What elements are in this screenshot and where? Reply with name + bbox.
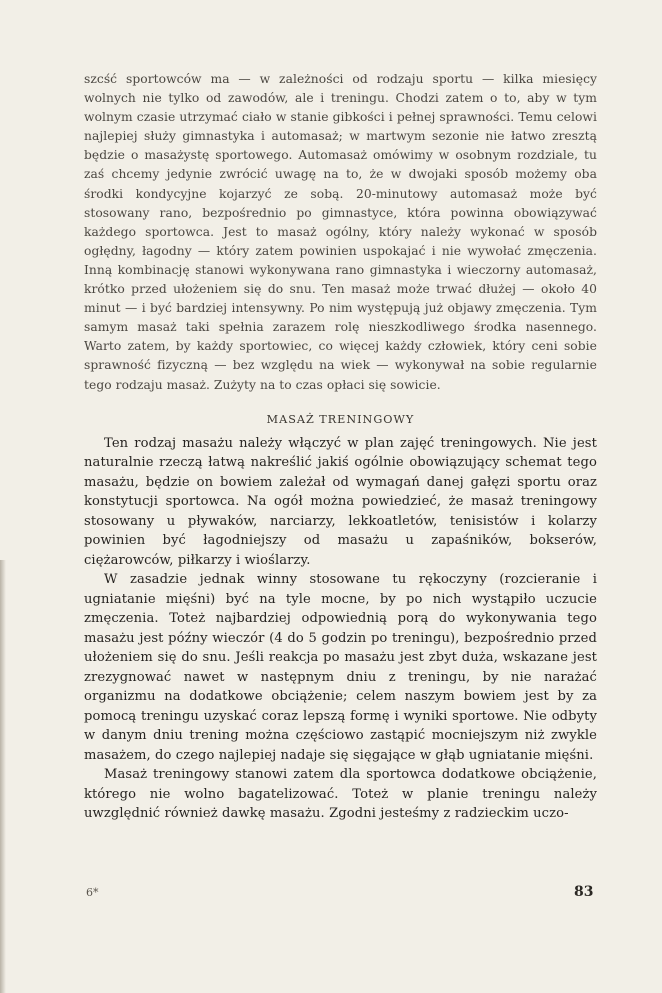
section-heading: MASAŻ TRENINGOWY [266, 412, 415, 426]
body-paragraph-1: Ten rodzaj masażu należy włączyć w plan zajęć treningowych. Nie jest naturalnie rzeczą łatwą nakreślić jakiś ogólnie obowiązujący schemat tego masażu, będzie on bowiem zależał od wymagań danej gałęzi sportu oraz konstytucji sportowca. Na ogół można powiedzieć, że masaż treningowy stosowany u pływaków, narciarzy, lekkoatletów, tenisistów i kolarzy powinien być łagodniejszy od masażu u zapaśników, bokserów, ciężarowców, piłkarzy i wioślarzy. [84, 435, 597, 568]
intro-paragraph: szcść sportowców ma — w zależności od rodzaju sportu — kilka miesięcy wolnych nie tylko od zawodów, ale i treningu. Chodzi zatem o to, aby w tym wolnym czasie utrzymać ciało w stanie gibkości i pełnej sprawności. Temu celowi najlepiej służy gimnastyka i automasaż; w martwym sezonie nie łatwo zresztą będzie o masażystę sportowego. Automasaż omówimy w osobnym rozdziale, tu zaś chcemy jedynie zwrócić uwagę na to, że w dwojaki sposób możemy oba środki kondycyjne kojarzyć ze sobą. 20-minutowy automasaż może być stosowany rano, bezpośrednio po gimnastyce, która powinna obowiązywać każdego sportowca. Jest to masaż ogólny, który należy wykonać w sposób ogłędny, łagodny — który zatem powinien uspokajać i nie wywołać zmęczenia. Inną kombinację stanowi wykonywana rano gimnastyka i wieczorny automasaż, krótko przed ułożeniem się do snu. Ten masaż może trwać dłużej — około 40 minut — i być bardziej intensywny. Po nim występują już objawy zmęczenia. Tym samym masaż taki spełnia zarazem rolę nieszkodliwego środka nasennego. Warto zatem, by każdy sportowiec, co więcej każdy człowiek, który ceni sobie sprawność fizyczną — bez względu na wiek — wykonywał na sobie regularnie tego rodzaju masaż. Zużyty na to czas opłaci się sowicie. [84, 72, 597, 392]
body-paragraph-2: W zasadzie jednak winny stosowane tu rękoczyny (rozcieranie i ugniatanie mięśni) być na tyle mocne, by po nich wystąpiło uczucie zmęczenia. Toteż najbardziej odpowiednią porą do wykonywania tego masażu jest późny wieczór (4 do 5 godzin po treningu), bezpośrednio przed ułożeniem się do snu. Jeśli reakcja po masażu jest zbyt duża, wskazane jest zrezygnować nawet w następnym dniu z treningu, by nie narażać organizmu na dodatkowe obciążenie; celem naszym bowiem jest by za pomocą treningu uzyskać coraz lepszą formę i wyniki sportowe. Nie odbyty w danym dniu trening można częściowo zastąpić mocniejszym niż zwykle masażem, do czego najlepiej nadaje się sięgające w głąb ugniatanie mięśni. [84, 572, 597, 763]
page-edge-shadow [0, 560, 6, 993]
body-paragraph-3: Masaż treningowy stanowi zatem dla sportowca dodatkowe obciążenie, którego nie wolno bagatelizować. Toteż w planie treningu należy uwzględnić również dawkę masażu. Zgodni jesteśmy z radzieckim uczo- [84, 767, 597, 822]
page-body [84, 70, 597, 824]
page-number: 83 [574, 884, 594, 900]
signature-mark: 6* [86, 886, 99, 899]
